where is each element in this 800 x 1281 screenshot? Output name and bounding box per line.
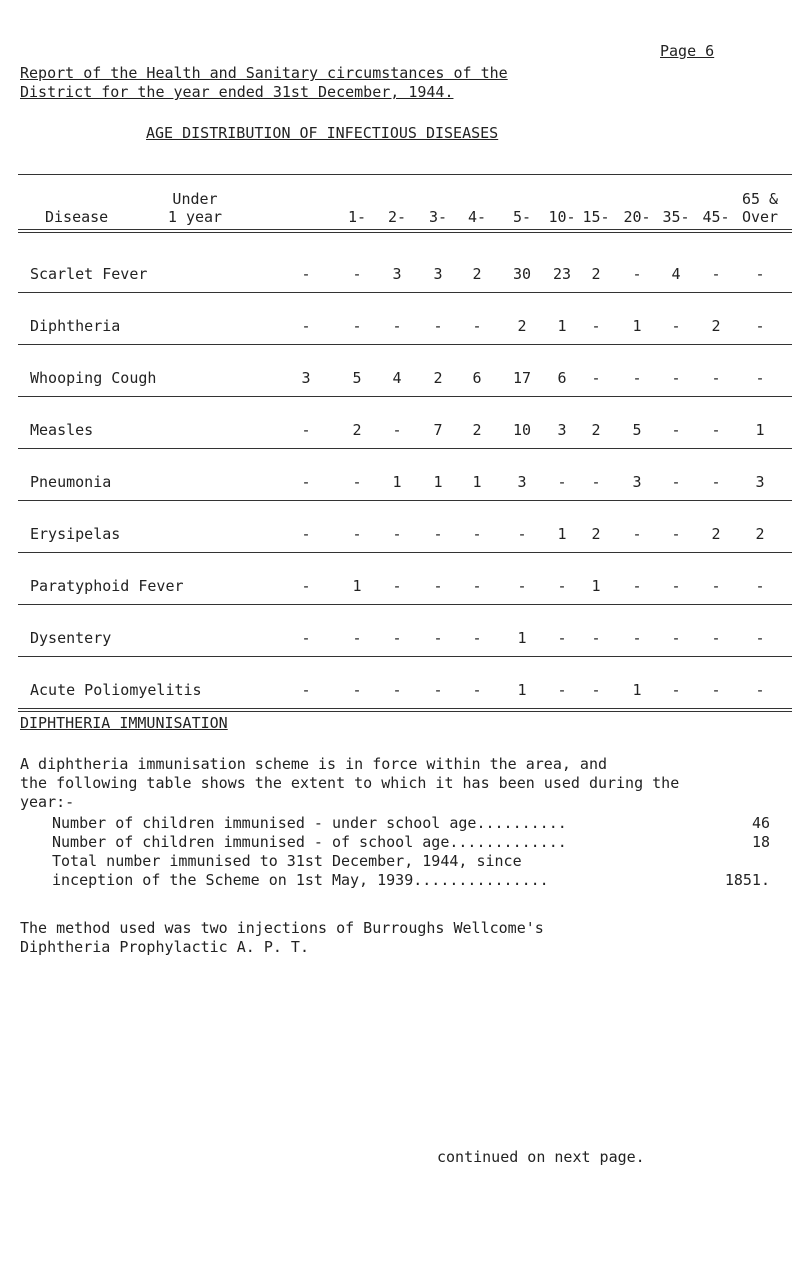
disease-name: Erysipelas bbox=[30, 525, 121, 543]
disease-name: Scarlet Fever bbox=[30, 265, 148, 283]
table-cell: - bbox=[352, 629, 362, 647]
age-column-header: 1- bbox=[347, 208, 367, 226]
method-line: Diphtheria Prophylactic A. P. T. bbox=[20, 938, 309, 956]
disease-column-header: Disease bbox=[45, 208, 109, 226]
table-cell: - bbox=[557, 629, 567, 647]
table-cell: - bbox=[711, 577, 721, 595]
table-cell: - bbox=[755, 577, 765, 595]
age-column-header: 20- bbox=[623, 208, 651, 226]
table-cell: - bbox=[392, 629, 402, 647]
stat-label: inception of the Scheme on 1st May, 1939............... bbox=[52, 871, 549, 889]
table-cell: 1 bbox=[352, 577, 362, 595]
age-column-header: 45- bbox=[702, 208, 730, 226]
age-column-header: 2- bbox=[387, 208, 407, 226]
table-cell: - bbox=[301, 421, 311, 439]
table-cell: 3 bbox=[632, 473, 642, 491]
table-cell: - bbox=[755, 629, 765, 647]
row-rule bbox=[18, 448, 792, 449]
table-cell: 1 bbox=[433, 473, 443, 491]
table-cell: 17 bbox=[512, 369, 532, 387]
table-cell: 2 bbox=[352, 421, 362, 439]
age-column-header: 3- bbox=[428, 208, 448, 226]
table-cell: - bbox=[392, 317, 402, 335]
table-cell: - bbox=[671, 577, 681, 595]
table-cell: 1 bbox=[632, 317, 642, 335]
report-title-line-2: District for the year ended 31st December, 1944. bbox=[20, 83, 454, 101]
table-cell: 3 bbox=[755, 473, 765, 491]
table-cell: - bbox=[557, 681, 567, 699]
table-cell: 1 bbox=[392, 473, 402, 491]
age-column-header: 10- bbox=[548, 208, 576, 226]
table-cell: - bbox=[433, 525, 443, 543]
table-cell: - bbox=[711, 369, 721, 387]
table-cell: - bbox=[755, 317, 765, 335]
disease-name: Dysentery bbox=[30, 629, 112, 647]
table-cell: 5 bbox=[632, 421, 642, 439]
table-cell: 30 bbox=[512, 265, 532, 283]
table-cell: 2 bbox=[472, 421, 482, 439]
table-cell: 1 bbox=[755, 421, 765, 439]
table-cell: - bbox=[392, 421, 402, 439]
table-cell: - bbox=[301, 525, 311, 543]
table-cell: 2 bbox=[517, 317, 527, 335]
table-cell: 2 bbox=[711, 525, 721, 543]
report-title bbox=[20, 64, 508, 102]
stat-label: Number of children immunised - of school age............. bbox=[52, 833, 567, 851]
table-cell: - bbox=[671, 421, 681, 439]
immunisation-intro bbox=[20, 755, 679, 812]
table-cell: - bbox=[301, 629, 311, 647]
table-cell: - bbox=[472, 577, 482, 595]
row-rule bbox=[18, 656, 792, 657]
table-cell: 2 bbox=[711, 317, 721, 335]
method-paragraph bbox=[20, 919, 544, 957]
age-column-header: 4- bbox=[467, 208, 487, 226]
disease-name: Acute Poliomyelitis bbox=[30, 681, 202, 699]
continued-note: continued on next page. bbox=[437, 1148, 645, 1166]
stat-label: Total number immunised to 31st December, 1944, since bbox=[52, 852, 522, 870]
table-cell: - bbox=[517, 577, 527, 595]
table-cell: 1 bbox=[632, 681, 642, 699]
row-rule bbox=[18, 604, 792, 605]
report-title-line-1: Report of the Health and Sanitary circumstances of the bbox=[20, 64, 508, 82]
stat-value: 18 bbox=[751, 833, 770, 851]
row-rule bbox=[18, 292, 792, 293]
age-column-header: 15- bbox=[582, 208, 610, 226]
table-cell: 3 bbox=[517, 473, 527, 491]
age-column-header: 5- bbox=[512, 208, 532, 226]
table-cell: - bbox=[472, 525, 482, 543]
table-cell: - bbox=[632, 629, 642, 647]
table-cell: - bbox=[433, 629, 443, 647]
table-cell: - bbox=[711, 265, 721, 283]
table-cell: 1 bbox=[557, 317, 567, 335]
table-cell: - bbox=[433, 317, 443, 335]
table-cell: - bbox=[755, 681, 765, 699]
table-cell: 2 bbox=[433, 369, 443, 387]
method-line: The method used was two injections of Burroughs Wellcome's bbox=[20, 919, 544, 937]
table-cell: - bbox=[711, 681, 721, 699]
table-cell: - bbox=[301, 265, 311, 283]
table-cell: 3 bbox=[301, 369, 311, 387]
table-cell: 2 bbox=[591, 265, 601, 283]
table-cell: - bbox=[711, 421, 721, 439]
table-cell: 3 bbox=[557, 421, 567, 439]
table-cell: - bbox=[632, 265, 642, 283]
age-column-header: 35- bbox=[662, 208, 690, 226]
table-cell: - bbox=[632, 525, 642, 543]
row-rule bbox=[18, 344, 792, 345]
stat-value: 1851. bbox=[724, 871, 770, 889]
row-rule bbox=[18, 500, 792, 501]
table-cell: - bbox=[433, 681, 443, 699]
table-cell: - bbox=[591, 317, 601, 335]
table-cell: - bbox=[472, 629, 482, 647]
stat-label: Number of children immunised - under school age.......... bbox=[52, 814, 567, 832]
table-cell: - bbox=[352, 317, 362, 335]
table-cell: 2 bbox=[755, 525, 765, 543]
table-cell: - bbox=[711, 629, 721, 647]
table-cell: - bbox=[301, 681, 311, 699]
table-cell: - bbox=[433, 577, 443, 595]
table-cell: - bbox=[591, 473, 601, 491]
table-cell: - bbox=[301, 317, 311, 335]
table-cell: - bbox=[472, 317, 482, 335]
section-heading: AGE DISTRIBUTION OF INFECTIOUS DISEASES bbox=[146, 124, 499, 142]
table-cell: - bbox=[392, 681, 402, 699]
table-cell: - bbox=[632, 369, 642, 387]
table-bottom-rule bbox=[18, 708, 792, 712]
table-cell: - bbox=[301, 577, 311, 595]
table-cell: 6 bbox=[557, 369, 567, 387]
table-cell: - bbox=[591, 369, 601, 387]
table-cell: - bbox=[671, 525, 681, 543]
table-cell: 1 bbox=[517, 681, 527, 699]
table-cell: - bbox=[632, 577, 642, 595]
disease-name: Paratyphoid Fever bbox=[30, 577, 184, 595]
table-cell: - bbox=[352, 525, 362, 543]
table-cell: 1 bbox=[591, 577, 601, 595]
row-rule bbox=[18, 396, 792, 397]
table-cell: - bbox=[755, 265, 765, 283]
table-cell: 5 bbox=[352, 369, 362, 387]
table-cell: - bbox=[352, 265, 362, 283]
table-cell: - bbox=[557, 577, 567, 595]
table-cell: 1 bbox=[472, 473, 482, 491]
disease-name: Whooping Cough bbox=[30, 369, 157, 387]
table-cell: 4 bbox=[392, 369, 402, 387]
table-cell: - bbox=[671, 317, 681, 335]
table-cell: 2 bbox=[472, 265, 482, 283]
disease-name: Pneumonia bbox=[30, 473, 112, 491]
immunisation-heading: DIPHTHERIA IMMUNISATION bbox=[20, 714, 228, 732]
table-cell: - bbox=[352, 473, 362, 491]
table-cell: 7 bbox=[433, 421, 443, 439]
intro-line: year:- bbox=[20, 793, 75, 811]
table-cell: - bbox=[301, 473, 311, 491]
table-cell: - bbox=[711, 473, 721, 491]
table-cell: - bbox=[591, 629, 601, 647]
table-cell: - bbox=[671, 629, 681, 647]
table-cell: 6 bbox=[472, 369, 482, 387]
table-cell: 10 bbox=[512, 421, 532, 439]
table-cell: - bbox=[671, 473, 681, 491]
table-cell: 4 bbox=[671, 265, 681, 283]
stat-value: 46 bbox=[751, 814, 770, 832]
table-cell: 1 bbox=[517, 629, 527, 647]
table-cell: - bbox=[352, 681, 362, 699]
table-cell: - bbox=[671, 681, 681, 699]
table-cell: 3 bbox=[433, 265, 443, 283]
disease-name: Diphtheria bbox=[30, 317, 121, 335]
table-cell: - bbox=[591, 681, 601, 699]
table-cell: - bbox=[557, 473, 567, 491]
age-column-header: 65 & Over bbox=[741, 190, 779, 226]
table-cell: 1 bbox=[557, 525, 567, 543]
intro-line: A diphtheria immunisation scheme is in force within the area, and bbox=[20, 755, 607, 773]
age-column-header: Under 1 year bbox=[167, 190, 223, 226]
table-cell: - bbox=[755, 369, 765, 387]
disease-name: Measles bbox=[30, 421, 94, 439]
table-cell: - bbox=[671, 369, 681, 387]
table-cell: - bbox=[517, 525, 527, 543]
table-cell: 23 bbox=[552, 265, 572, 283]
table-cell: 2 bbox=[591, 525, 601, 543]
page-number: Page 6 bbox=[660, 42, 715, 60]
table-cell: - bbox=[472, 681, 482, 699]
table-cell: - bbox=[392, 577, 402, 595]
table-top-rule bbox=[18, 174, 792, 175]
table-cell: 3 bbox=[392, 265, 402, 283]
row-rule bbox=[18, 552, 792, 553]
table-cell: - bbox=[392, 525, 402, 543]
header-rule bbox=[18, 229, 792, 233]
table-cell: 2 bbox=[591, 421, 601, 439]
intro-line: the following table shows the extent to which it has been used during the bbox=[20, 774, 680, 792]
